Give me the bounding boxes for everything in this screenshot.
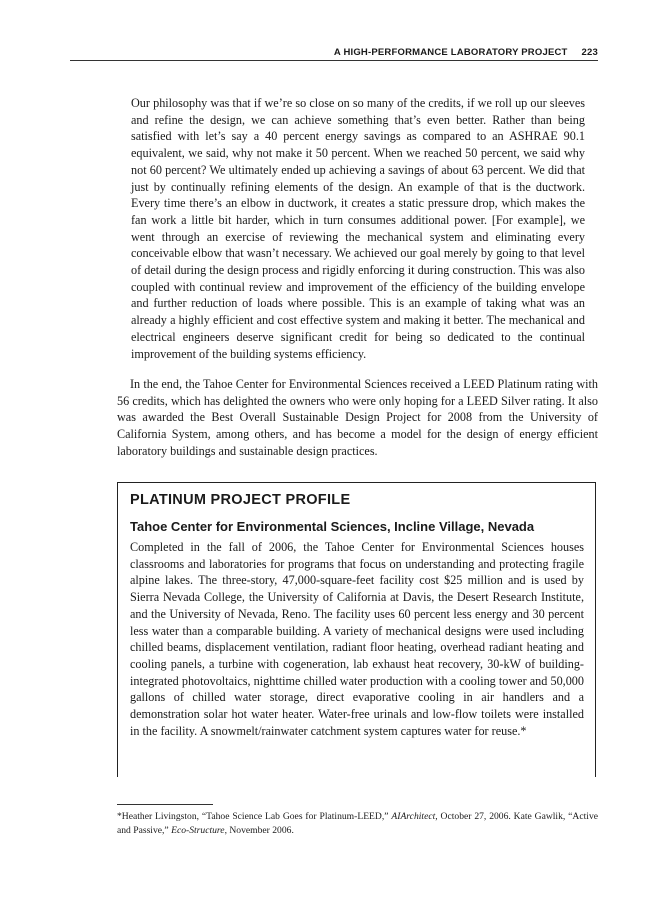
footnote-middle: , October 27, 2006. Kate Gawlik, “Active and Passive,” — [117, 811, 598, 836]
sidebar-heading: PLATINUM PROJECT PROFILE — [130, 492, 351, 508]
project-profile-sidebar — [117, 482, 596, 777]
sidebar-text: Completed in the fall of 2006, the Tahoe Center for Environmental Sciences houses classrooms and laboratories for programs that focus on understanding and protecting fragile alpine lakes. The three-story, 47,000-square-feet facility cost $25 million and is used by Sierra Nevada College, the University of California at Davis, the Desert Research Institute, and the University of Nevada, Reno. The facility uses 60 percent less energy and 30 percent less water than a comparable building. A variety of mechanical designs were used including chilled beams, displacement ventilation, radiant floor heating, overhead radiant heating and cooling panels, a turbine with cogeneration, lab exhaust heat recovery, 30-kW of building-integrated photovoltaics, nighttime chilled water production with a cooling tower and 50,000 gallons of chilled water storage, direct evaporative cooling in air handlers and a demonstration solar hot water heater. Water-free urinals and low-flow toilets were installed in the facility. A snowmelt/rainwater catchment system captures water for reuse.* — [130, 540, 584, 738]
block-quote: Our philosophy was that if we’re so close on so many of the credits, if we roll up our sleeves and refine the design, we can achieve something that’s even better. Rather than being satisfied with let’s say a 40 percent energy savings as compared to an ASHRAE 90.1 equivalent, we said, why not make it 50 percent. When we reached 50 percent, we said why not 60 percent? We ultimately ended up achieving a savings of about 63 percent. We did that just by continually refining elements of the design. An example of that is the ductwork. Every time there’s an elbow in ductwork, it creates a static pressure drop, which makes the fan work a little bit harder, which in turn consumes additional power. [For example], we went through an exercise of reviewing the mechanical system and eliminating every conceivable elbow that wasn’t necessary. We achieved our goal merely by going to that level of detail during the design process and rigidly enforcing it during construction. This was also coupled with continual review and improvement of the efficiency of the building envelope and further reduction of loads where possible. This is an example of taking what was an already a highly efficient and cost effective system and making it better. The mechanical and electrical engineers deserve significant credit for being so dedicated to the continual improvement of the building systems efficiency. — [131, 96, 585, 361]
running-title: A HIGH-PERFORMANCE LABORATORY PROJECT — [333, 47, 568, 58]
body-paragraph: In the end, the Tahoe Center for Environmental Sciences received a LEED Platinum rating with 56 credits, which has delighted the owners who were only hoping for a LEED Silver rating. It also was awarded the Best Overall Sustainable Design Project for 2008 from the University of California System, among others, and has become a model for the design of energy efficient laboratory buildings and sustainable design practices. — [117, 377, 598, 458]
footnote — [117, 810, 598, 837]
sidebar-content — [130, 492, 584, 739]
footnote-source-aiarchitect: AIArchitect — [391, 811, 436, 822]
page-number: 223 — [581, 47, 598, 58]
running-header — [70, 46, 598, 61]
footnote-prefix: *Heather Livingston, “Tahoe Science Lab Goes for Platinum-LEED,” — [117, 811, 392, 822]
sidebar-subheading: Tahoe Center for Environmental Sciences, Incline Village, Nevada — [130, 519, 535, 534]
footnote-suffix: , November 2006. — [224, 824, 294, 836]
footnote-source-ecostructure: Eco-Structure — [171, 824, 225, 836]
footnote-rule — [117, 804, 213, 805]
